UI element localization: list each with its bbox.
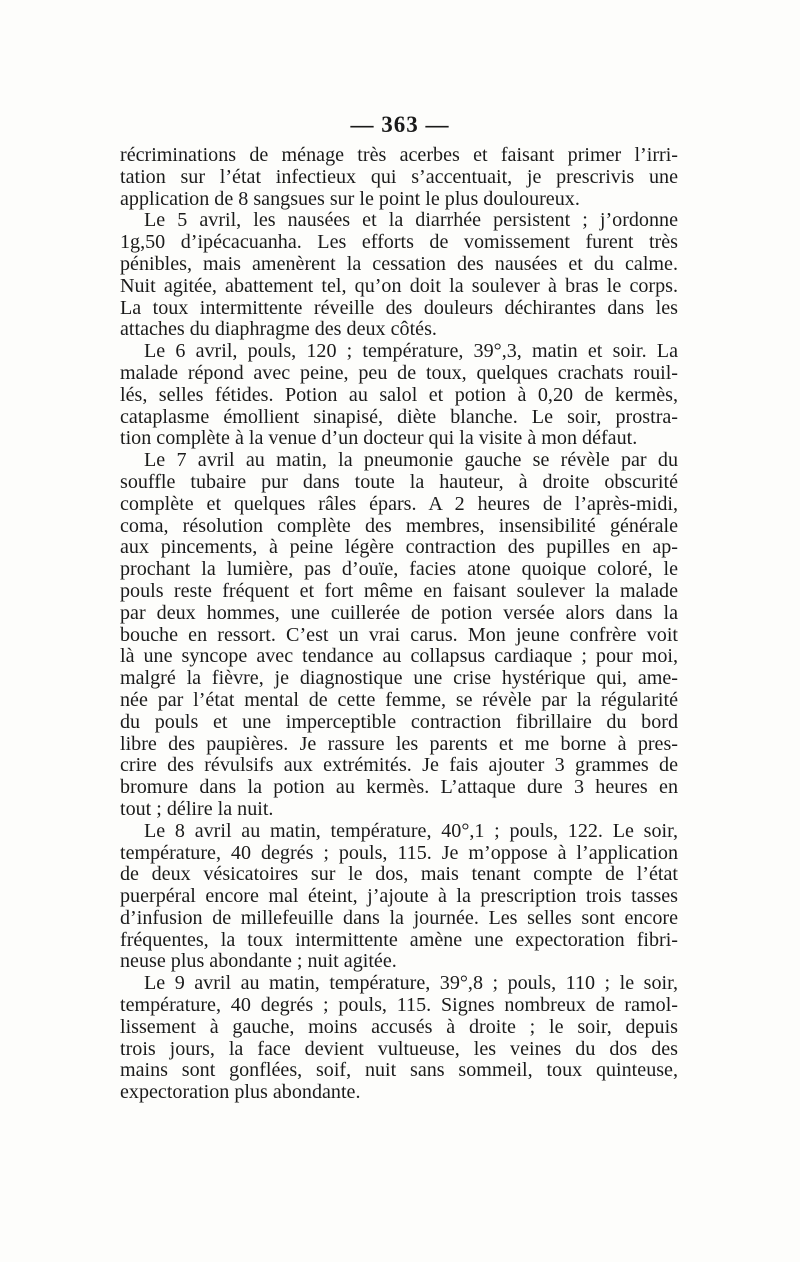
text-line: La toux intermittente réveille des douleurs déchirantes dans les [120,296,678,319]
text-line: prochant la lumière, pas d’ouïe, facies atone quoique coloré, le [120,558,678,581]
text-line: lés, selles fétides. Potion au salol et potion à 0,20 de kermès, [120,383,678,406]
text-line: crire des révulsifs aux extrémités. Je fais ajouter 3 grammes de [120,754,678,777]
text-line: cataplasme émollient sinapisé, diète blanche. Le soir, prostra- [120,405,678,428]
text-line: trois jours, la face devient vultueuse, les veines du dos des [120,1037,678,1060]
text-line: de deux vésicatoires sur le dos, mais tenant compte de l’état [120,863,678,886]
text-line: bouche en ressort. C’est un vrai carus. Mon jeune confrère voit [120,623,678,646]
text-line: pouls reste fréquent et fort même en faisant soulever la malade [120,579,678,602]
text-line: née par l’état mental de cette femme, se révèle par la régularité [120,688,678,711]
text-line: aux pincements, à peine légère contraction des pupilles en ap- [120,536,678,559]
text-line: attaches du diaphragme des deux côtés. [120,318,437,341]
text-line: Le 9 avril au matin, température, 39°,8 ; pouls, 110 ; le soir, [144,972,678,995]
text-line: complète et quelques râles épars. A 2 heures de l’après-midi, [120,492,678,515]
text-line: pénibles, mais amenèrent la cessation des nausées et du calme. [120,252,678,275]
text-line: lissement à gauche, moins accusés à droite ; le soir, depuis [120,1015,678,1038]
text-line: malgré la fièvre, je diagnostique une crise hystérique qui, ame- [120,667,678,690]
text-line: application de 8 sangsues sur le point le plus douloureux. [120,187,580,210]
page-number: — 363 — [350,112,450,137]
text-line: libre des paupières. Je rassure les parents et me borne à pres- [120,732,678,755]
text-line: 1g,50 d’ipécacuanha. Les efforts de vomissement furent très [120,231,678,254]
text-line: tion complète à la venue d’un docteur qui la visite à mon défaut. [120,427,638,450]
text-line: Nuit agitée, abattement tel, qu’on doit la soulever à bras le corps. [120,274,678,297]
text-line: puerpéral encore mal éteint, j’ajoute à la prescription trois tasses [120,885,678,908]
text-line: tout ; délire la nuit. [120,797,274,820]
text-line: souffle tubaire pur dans toute la hauteur, à droite obscurité [120,470,678,493]
text-line: d’infusion de millefeuille dans la journée. Les selles sont encore [120,906,678,929]
text-line: du pouls et une imperceptible contraction fibrillaire du bord [120,710,678,733]
text-line: mains sont gonflées, soif, nuit sans sommeil, toux quinteuse, [120,1059,678,1082]
text-line: tation sur l’état infectieux qui s’accentuait, je prescrivis une [120,165,678,188]
text-line: température, 40 degrés ; pouls, 115. Signes nombreux de ramol- [120,994,678,1017]
text-line: fréquentes, la toux intermittente amène une expectoration fibri- [120,928,678,951]
text-line: bromure dans la potion au kermès. L’attaque dure 3 heures en [120,776,678,799]
text-line: là une syncope avec tendance au collapsus cardiaque ; pour moi, [120,645,678,668]
text-line: neuse plus abondante ; nuit agitée. [120,950,397,973]
text-line: Le 6 avril, pouls, 120 ; température, 39°,3, matin et soir. La [144,340,678,363]
text-line: récriminations de ménage très acerbes et faisant primer l’irri- [120,144,678,166]
text-line: expectoration plus abondante. [120,1081,361,1104]
text-line: Le 7 avril au matin, la pneumonie gauche se révèle par du [144,449,678,472]
text-line: malade répond avec peine, peu de toux, quelques crachats rouil- [120,361,678,384]
text-line: par deux hommes, une cuillerée de potion versée alors dans la [120,601,678,624]
text-line: coma, résolution complète des membres, insensibilité générale [120,514,678,537]
body-text [120,145,678,1104]
text-line: température, 40 degrés ; pouls, 115. Je m’oppose à l’application [120,841,678,864]
text-line: Le 5 avril, les nausées et la diarrhée persistent ; j’ordonne [144,209,678,232]
text-line: Le 8 avril au matin, température, 40°,1 ; pouls, 122. Le soir, [144,819,678,842]
